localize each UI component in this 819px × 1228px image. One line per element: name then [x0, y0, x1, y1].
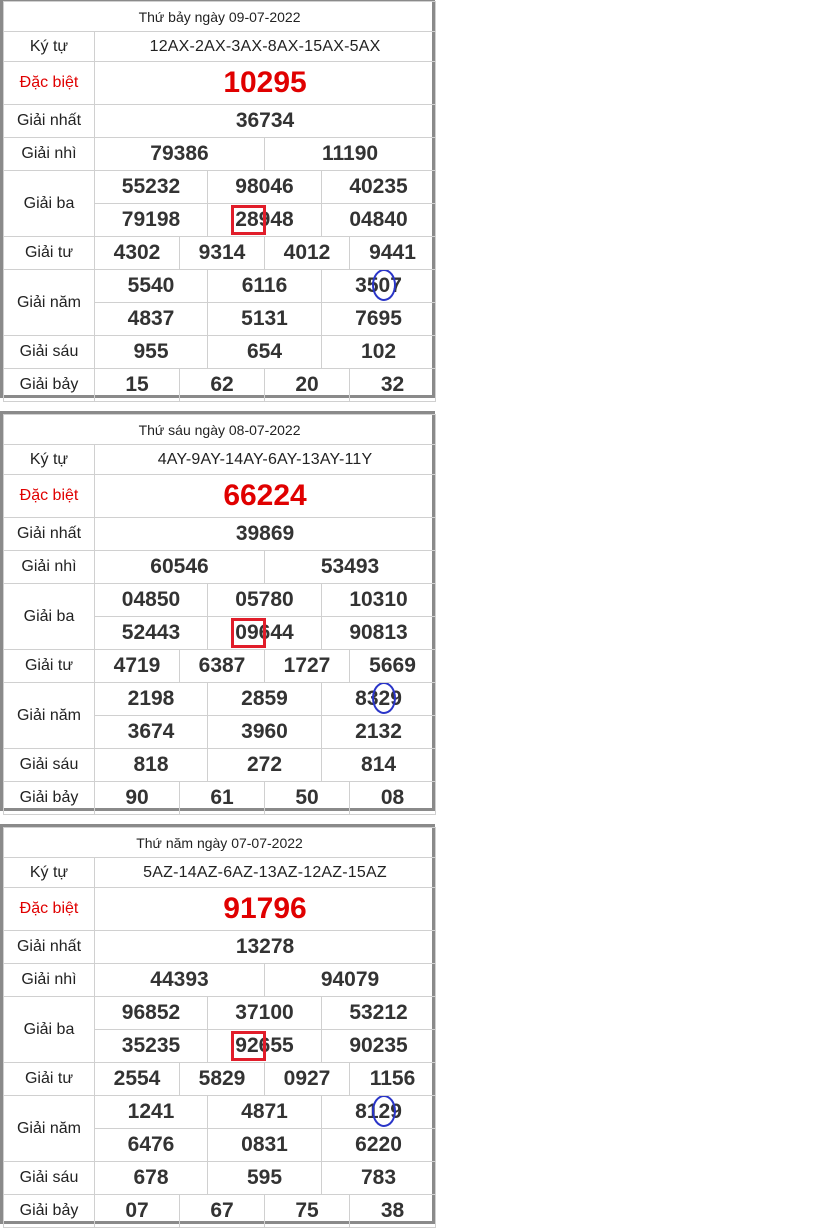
label-giai-bay: Giải bảy: [4, 782, 95, 815]
red-highlight-box: [231, 205, 266, 235]
draw-code: 4AY-9AY-14AY-6AY-13AY-11Y: [95, 445, 436, 475]
red-highlight-box: [231, 618, 266, 648]
result-grid: [3, 1, 436, 402]
prize-5: 2859: [208, 683, 322, 716]
prize-4: 4719: [95, 650, 180, 683]
prize-3: 37100: [208, 997, 322, 1030]
red-highlight-box: [231, 1031, 266, 1061]
prize-3: 53212: [322, 997, 436, 1030]
prize-4: 5669: [350, 650, 436, 683]
prize-7: 50: [265, 782, 350, 815]
draw-date: Thứ năm ngày 07-07-2022: [4, 828, 436, 858]
prize-1: 39869: [95, 518, 436, 551]
prize-5: 3674: [95, 716, 208, 749]
prize-5: 6476: [95, 1129, 208, 1162]
blue-highlight-circle: [372, 270, 396, 302]
result-table-2: [0, 824, 435, 1224]
prize-4: 6387: [180, 650, 265, 683]
prize-1: 13278: [95, 931, 436, 964]
blue-highlight-circle: [372, 683, 396, 715]
label-giai-nhat: Giải nhất: [4, 931, 95, 964]
prize-4: 0927: [265, 1063, 350, 1096]
result-table-0: [0, 0, 435, 398]
label-giai-sau: Giải sáu: [4, 749, 95, 782]
prize-4: 4012: [265, 237, 350, 270]
prize-6: 678: [95, 1162, 208, 1195]
prize-5-highlighted: 8329: [322, 683, 436, 716]
prize-7: 61: [180, 782, 265, 815]
prize-3: 10310: [322, 584, 436, 617]
prize-3-highlighted: 09644: [208, 617, 322, 650]
special-prize: 66224: [95, 475, 436, 518]
prize-5: 6220: [322, 1129, 436, 1162]
prize-3: 05780: [208, 584, 322, 617]
prize-4: 2554: [95, 1063, 180, 1096]
prize-6: 272: [208, 749, 322, 782]
label-dac-biet: Đặc biệt: [4, 62, 95, 105]
draw-date: Thứ sáu ngày 08-07-2022: [4, 415, 436, 445]
prize-5: 0831: [208, 1129, 322, 1162]
prize-5: 4871: [208, 1096, 322, 1129]
label-giai-tu: Giải tư: [4, 650, 95, 683]
result-grid: [3, 827, 436, 1228]
label-giai-bay: Giải bảy: [4, 369, 95, 402]
label-giai-nam: Giải năm: [4, 683, 95, 749]
prize-3-highlighted: 28948: [208, 204, 322, 237]
prize-3: 90813: [322, 617, 436, 650]
prize-3: 35235: [95, 1030, 208, 1063]
prize-2: 79386: [95, 138, 265, 171]
prize-2: 11190: [265, 138, 436, 171]
label-dac-biet: Đặc biệt: [4, 888, 95, 931]
prize-3: 79198: [95, 204, 208, 237]
prize-3: 96852: [95, 997, 208, 1030]
prize-3: 04840: [322, 204, 436, 237]
prize-6: 814: [322, 749, 436, 782]
label-giai-sau: Giải sáu: [4, 336, 95, 369]
prize-2: 44393: [95, 964, 265, 997]
prize-3-highlighted: 92655: [208, 1030, 322, 1063]
label-giai-ba: Giải ba: [4, 171, 95, 237]
label-ky-tu: Ký tự: [4, 32, 95, 62]
label-giai-nhi: Giải nhì: [4, 964, 95, 997]
prize-4: 9314: [180, 237, 265, 270]
blue-highlight-circle: [372, 1096, 396, 1128]
prize-4: 1727: [265, 650, 350, 683]
label-giai-ba: Giải ba: [4, 584, 95, 650]
label-giai-bay: Giải bảy: [4, 1195, 95, 1228]
prize-6: 654: [208, 336, 322, 369]
label-giai-nam: Giải năm: [4, 270, 95, 336]
prize-5: 6116: [208, 270, 322, 303]
prize-5: 2198: [95, 683, 208, 716]
prize-7: 07: [95, 1195, 180, 1228]
prize-4: 9441: [350, 237, 436, 270]
prize-7: 38: [350, 1195, 436, 1228]
prize-7: 67: [180, 1195, 265, 1228]
label-giai-nam: Giải năm: [4, 1096, 95, 1162]
prize-7: 32: [350, 369, 436, 402]
prize-7: 90: [95, 782, 180, 815]
special-prize: 91796: [95, 888, 436, 931]
prize-7: 15: [95, 369, 180, 402]
prize-5-highlighted: 8129: [322, 1096, 436, 1129]
draw-code: 5AZ-14AZ-6AZ-13AZ-12AZ-15AZ: [95, 858, 436, 888]
prize-3: 55232: [95, 171, 208, 204]
prize-3: 90235: [322, 1030, 436, 1063]
label-giai-nhi: Giải nhì: [4, 551, 95, 584]
prize-4: 1156: [350, 1063, 436, 1096]
prize-3: 40235: [322, 171, 436, 204]
label-ky-tu: Ký tự: [4, 858, 95, 888]
prize-2: 94079: [265, 964, 436, 997]
prize-5: 5540: [95, 270, 208, 303]
label-giai-nhi: Giải nhì: [4, 138, 95, 171]
label-giai-nhat: Giải nhất: [4, 105, 95, 138]
prize-7: 08: [350, 782, 436, 815]
result-table-1: [0, 411, 435, 811]
prize-2: 60546: [95, 551, 265, 584]
label-giai-tu: Giải tư: [4, 237, 95, 270]
prize-4: 4302: [95, 237, 180, 270]
prize-5: 1241: [95, 1096, 208, 1129]
prize-5-highlighted: 3507: [322, 270, 436, 303]
prize-6: 955: [95, 336, 208, 369]
draw-date: Thứ bảy ngày 09-07-2022: [4, 2, 436, 32]
prize-6: 818: [95, 749, 208, 782]
prize-7: 75: [265, 1195, 350, 1228]
result-grid: [3, 414, 436, 815]
prize-5: 5131: [208, 303, 322, 336]
prize-3: 52443: [95, 617, 208, 650]
label-giai-nhat: Giải nhất: [4, 518, 95, 551]
prize-3: 04850: [95, 584, 208, 617]
prize-1: 36734: [95, 105, 436, 138]
prize-5: 2132: [322, 716, 436, 749]
prize-6: 783: [322, 1162, 436, 1195]
prize-2: 53493: [265, 551, 436, 584]
prize-6: 102: [322, 336, 436, 369]
label-giai-ba: Giải ba: [4, 997, 95, 1063]
prize-4: 5829: [180, 1063, 265, 1096]
prize-6: 595: [208, 1162, 322, 1195]
label-giai-sau: Giải sáu: [4, 1162, 95, 1195]
prize-5: 4837: [95, 303, 208, 336]
prize-7: 62: [180, 369, 265, 402]
label-ky-tu: Ký tự: [4, 445, 95, 475]
prize-7: 20: [265, 369, 350, 402]
prize-5: 7695: [322, 303, 436, 336]
draw-code: 12AX-2AX-3AX-8AX-15AX-5AX: [95, 32, 436, 62]
prize-3: 98046: [208, 171, 322, 204]
special-prize: 10295: [95, 62, 436, 105]
label-dac-biet: Đặc biệt: [4, 475, 95, 518]
label-giai-tu: Giải tư: [4, 1063, 95, 1096]
prize-5: 3960: [208, 716, 322, 749]
